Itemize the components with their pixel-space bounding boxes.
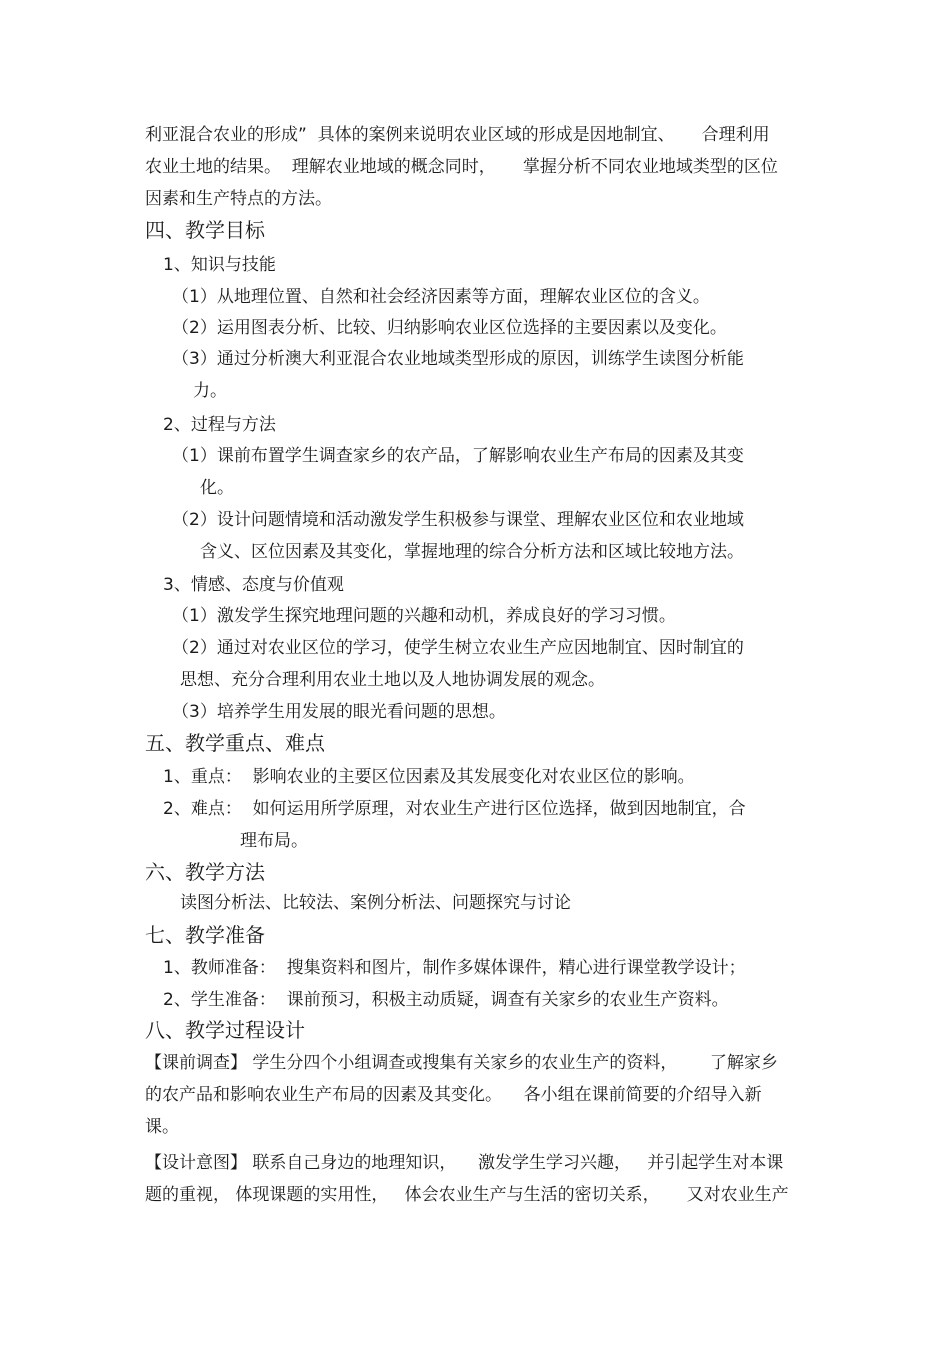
subheading-knowledge: 1、知识与技能 <box>163 255 276 275</box>
list-item: 2、学生准备： 课前预习，积极主动质疑，调查有关家乡的农业生产资料。 <box>163 990 729 1010</box>
list-item: （2）运用图表分析、比较、归纳影响农业区位选择的主要因素以及变化。 <box>172 318 727 338</box>
list-item: 1、重点： 影响农业的主要区位因素及其发展变化对农业区位的影响。 <box>163 767 695 787</box>
subheading-attitude: 3、情感、态度与价值观 <box>163 575 344 595</box>
subheading-process: 2、过程与方法 <box>163 415 276 435</box>
list-item: （3）培养学生用发展的眼光看问题的思想。 <box>172 702 506 722</box>
list-item: （2）设计问题情境和活动激发学生积极参与课堂、理解农业区位和农业地域 <box>172 510 744 530</box>
section-heading-preparation: 七、教学准备 <box>145 923 265 947</box>
section-heading-keypoints: 五、教学重点、难点 <box>145 731 325 755</box>
paragraph-line: 【课前调查】 学生分四个小组调查或搜集有关家乡的农业生产的资料， 了解家乡 <box>145 1053 778 1073</box>
section-heading-process-design: 八、教学过程设计 <box>145 1018 305 1042</box>
intro-line-1: 利亚混合农业的形成” 具体的案例来说明农业区域的形成是因地制宜、 合理利用 <box>145 125 770 145</box>
section-heading-objectives: 四、教学目标 <box>145 218 265 242</box>
paragraph-line: 课。 <box>145 1117 179 1137</box>
list-item: （1）从地理位置、自然和社会经济因素等方面，理解农业区位的含义。 <box>172 287 710 307</box>
list-item-continuation: 思想、充分合理利用农业土地以及人地协调发展的观念。 <box>180 670 605 690</box>
list-item: （1）课前布置学生调查家乡的农产品，了解影响农业生产布局的因素及其变 <box>172 446 744 466</box>
paragraph-line: 的农产品和影响农业生产布局的因素及其变化。 各小组在课前简要的介绍导入新 <box>145 1085 762 1105</box>
list-item: 1、教师准备： 搜集资料和图片，制作多媒体课件，精心进行课堂教学设计； <box>163 958 746 978</box>
list-item-continuation: 力。 <box>193 381 227 401</box>
list-item-continuation: 含义、区位因素及其变化，掌握地理的综合分析方法和区域比较地方法。 <box>200 542 744 562</box>
list-item: （2）通过对农业区位的学习，使学生树立农业生产应因地制宜、因时制宜的 <box>172 638 744 658</box>
list-item: （1）激发学生探究地理问题的兴趣和动机，养成良好的学习习惯。 <box>172 606 676 626</box>
paragraph-line: 【设计意图】 联系自己身边的地理知识， 激发学生学习兴趣， 并引起学生对本课 <box>145 1153 784 1173</box>
list-item-continuation: 化。 <box>200 478 234 498</box>
methods-text: 读图分析法、比较法、案例分析法、问题探究与讨论 <box>180 893 571 913</box>
list-item: （3）通过分析澳大利亚混合农业地域类型形成的原因，训练学生读图分析能 <box>172 349 744 369</box>
list-item: 2、难点： 如何运用所学原理，对农业生产进行区位选择，做到因地制宜，合 <box>163 799 746 819</box>
section-heading-methods: 六、教学方法 <box>145 860 265 884</box>
paragraph-line: 题的重视， 体现课题的实用性， 体会农业生产与生活的密切关系， 又对农业生产 <box>145 1185 789 1205</box>
intro-line-2: 农业土地的结果。 理解农业地域的概念同时， 掌握分析不同农业地域类型的区位 <box>145 157 778 177</box>
intro-line-3: 因素和生产特点的方法。 <box>145 189 332 209</box>
list-item-continuation: 理布局。 <box>240 831 308 851</box>
